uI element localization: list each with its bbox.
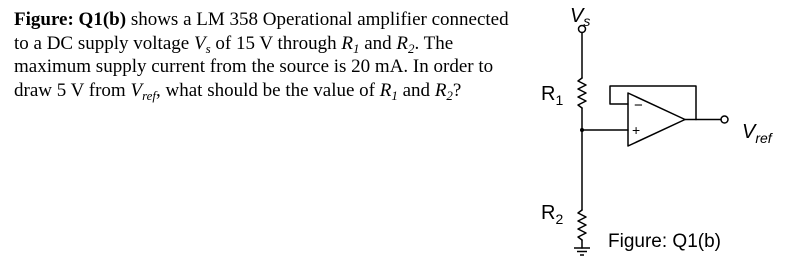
problem-text-e: , what should be the value of — [156, 79, 380, 101]
r2-label: $R_2$ — [541, 202, 564, 227]
problem-text-g: ? — [452, 79, 462, 101]
vs-label: $V_s$ — [570, 5, 591, 29]
figure-caption: Figure: Q1(b) — [608, 231, 721, 252]
r2-symbol-2: $R_2$ — [434, 79, 453, 103]
r1-symbol: $R_1$ — [341, 32, 360, 56]
circuit-diagram — [520, 0, 797, 257]
r1-symbol-2: $R_1$ — [379, 79, 398, 103]
feedback-wire — [610, 86, 696, 120]
problem-text-f: and — [397, 79, 435, 101]
problem-statement — [14, 8, 514, 102]
problem-text-a: shows a LM 358 Operational amplifier connected to a DC supply voltage — [14, 9, 509, 54]
plus-sign: + — [632, 122, 641, 138]
problem-text-c: and — [359, 32, 397, 54]
resistor-r1 — [578, 78, 586, 108]
resistor-r2 — [578, 210, 586, 240]
output-terminal — [721, 116, 728, 123]
problem-text-b: of 15 V through — [210, 32, 342, 54]
problem-text-d: . The maximum supply current from the source is 20 mA. In order to draw 5 V from — [14, 32, 494, 101]
minus-sign: − — [634, 97, 643, 114]
ground-icon — [574, 248, 590, 255]
supply-voltage-symbol: $V_s$ — [193, 32, 211, 56]
r1-label: $R_1$ — [541, 83, 564, 108]
node-dot — [580, 128, 584, 132]
r2-symbol: $R_2$ — [396, 32, 415, 56]
figure-reference: Figure: Q1(b) — [14, 9, 127, 30]
vref-label: $V_{ref}$ — [742, 121, 772, 146]
vref-symbol: $V_{ref}$ — [130, 79, 157, 103]
